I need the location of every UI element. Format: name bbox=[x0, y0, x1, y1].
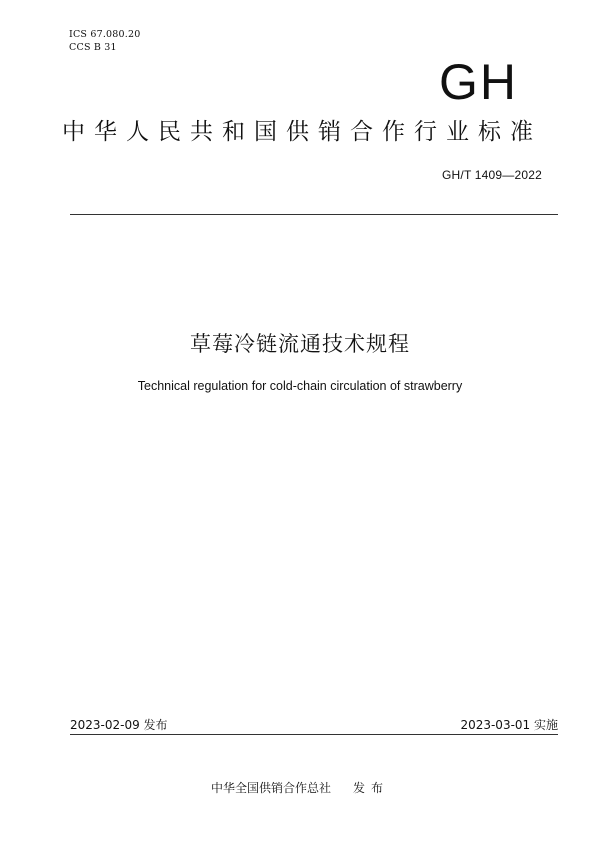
ics-code: ICS 67.080.20 bbox=[69, 29, 141, 40]
top-divider bbox=[70, 214, 558, 215]
standard-type-heading: 中华人民共和国供销合作行业标准 bbox=[62, 119, 542, 145]
issue-date: 2023-02-09 发布 bbox=[70, 718, 168, 732]
standard-mark: GH bbox=[439, 54, 518, 110]
standard-number: GH/T 1409—2022 bbox=[442, 168, 542, 182]
publisher-line bbox=[0, 779, 600, 796]
classification-codes bbox=[69, 28, 141, 54]
document-title-chinese: 草莓冷链流通技术规程 bbox=[190, 332, 410, 356]
publisher-verb: 发布 bbox=[353, 781, 390, 795]
implementation-date: 2023-03-01 实施 bbox=[460, 718, 558, 732]
bottom-divider bbox=[70, 734, 558, 735]
ccs-code: CCS B 31 bbox=[69, 42, 117, 53]
document-title-english: Technical regulation for cold-chain circulation of strawberry bbox=[137, 379, 463, 393]
publisher-name: 中华全国供销合作总社 bbox=[210, 781, 331, 795]
